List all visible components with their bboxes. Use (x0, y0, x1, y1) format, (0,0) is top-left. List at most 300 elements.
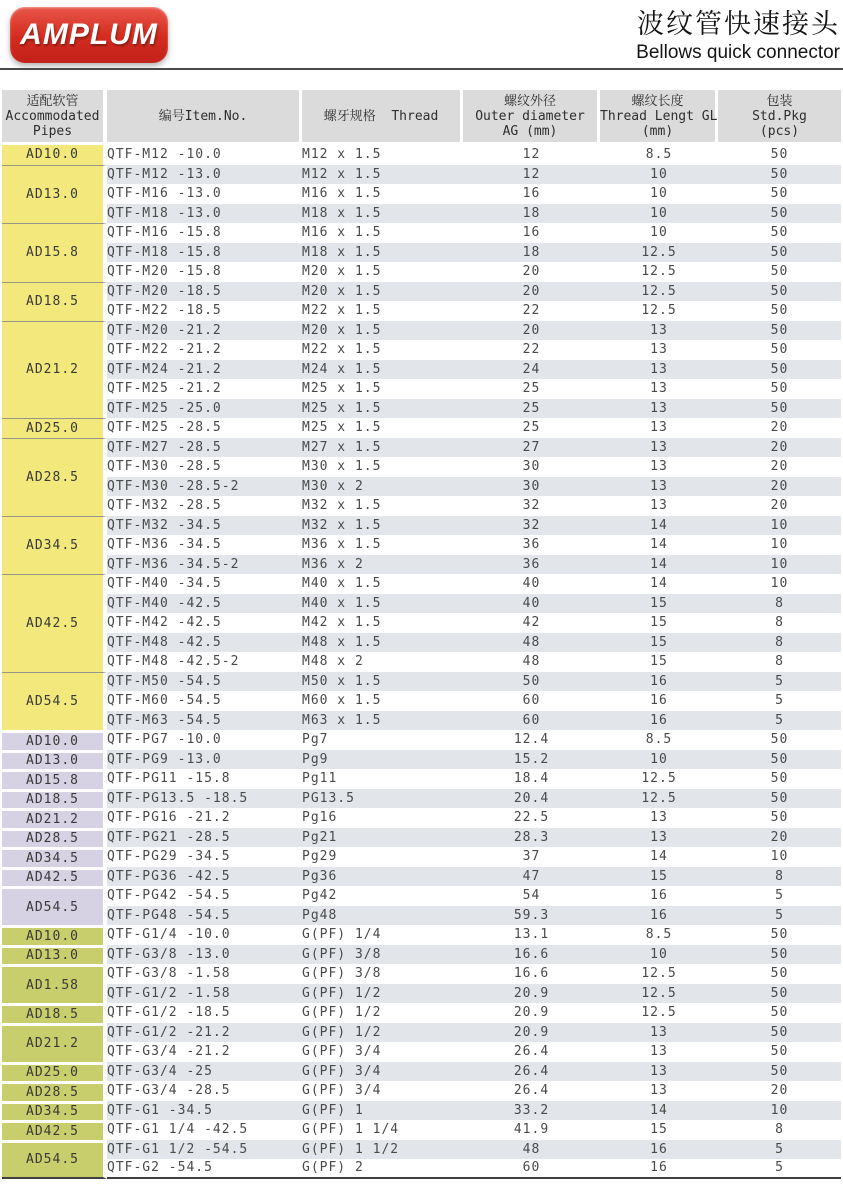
outer-diameter-cell: 60 (463, 1159, 600, 1179)
thread-cell: M40 x 1.5 (302, 576, 382, 592)
item-no-cell: QTF-M50 -54.5 (107, 673, 222, 689)
product-row (2, 672, 841, 692)
outer-diameter-cell: 20 (522, 283, 541, 299)
thread-cell: M22 x 1.5 (302, 342, 382, 358)
outer-diameter-cell: 41.9 (513, 1122, 550, 1138)
pipe-size-cell: AD10.0 (2, 925, 107, 945)
package-cell: 10 (770, 1102, 789, 1118)
product-row (2, 867, 841, 887)
item-no-cell: QTF-G1 1/2 -54.5 (107, 1141, 249, 1157)
thread-length-cell: 13 (650, 1024, 668, 1040)
pipe-size-cell: AD54.5 (2, 672, 107, 731)
product-row (2, 165, 841, 185)
product-row (2, 906, 841, 926)
thread-length-cell: 15 (650, 634, 668, 650)
thread-length-cell: 14 (650, 576, 668, 592)
package-cell: 50 (770, 342, 789, 358)
package-cell: 50 (770, 244, 789, 260)
col-header-outer-diameter: 螺纹外径 Outer diameter AG (mm) (463, 90, 600, 145)
item-no-cell: QTF-G3/8 -1.58 (107, 966, 231, 982)
item-no-cell: QTF-PG13.5 -18.5 (107, 790, 249, 806)
product-row (2, 730, 841, 750)
package-cell: 20 (770, 439, 789, 455)
product-row (2, 1159, 841, 1179)
package-cell: 5 (775, 673, 784, 689)
outer-diameter-cell: 20.9 (513, 1005, 550, 1021)
outer-diameter-cell: 16.6 (513, 946, 550, 962)
package-cell: 10 (770, 849, 789, 865)
pipe-size-cell: AD28.5 (2, 828, 107, 848)
thread-length-cell: 8.5 (645, 927, 673, 943)
item-no-cell: QTF-M24 -21.2 (107, 361, 222, 377)
thread-cell: G(PF) 2 (302, 1159, 463, 1179)
thread-length-cell: 12.5 (641, 264, 677, 280)
thread-cell: PG13.5 (302, 790, 355, 806)
thread-cell: M20 x 1.5 (302, 322, 382, 338)
thread-length-cell: 13 (650, 342, 668, 358)
thread-length-cell: 13 (650, 322, 668, 338)
thread-length-cell: 10 (650, 186, 668, 202)
outer-diameter-cell: 16.6 (513, 966, 550, 982)
package-cell: 50 (770, 225, 789, 241)
outer-diameter-cell: 20.4 (513, 790, 550, 806)
thread-cell: G(PF) 3/4 (302, 1044, 382, 1060)
package-cell: 50 (770, 771, 789, 787)
product-row (2, 750, 841, 770)
package-cell: 10 (770, 576, 789, 592)
thread-length-cell: 16 (650, 1141, 668, 1157)
logo-text: AMPLUM (20, 18, 158, 51)
product-row (2, 984, 841, 1004)
item-no-cell: QTF-M18 -13.0 (107, 205, 222, 221)
thread-cell: M20 x 1.5 (302, 283, 382, 299)
thread-cell: M30 x 2 (302, 478, 364, 494)
outer-diameter-cell: 30 (522, 459, 541, 475)
thread-length-cell: 14 (650, 517, 668, 533)
product-row (2, 360, 841, 380)
thread-length-cell: 13 (650, 478, 668, 494)
outer-diameter-cell: 60 (522, 693, 541, 709)
thread-length-cell: 13 (650, 439, 668, 455)
thread-cell: M16 x 1.5 (302, 186, 382, 202)
outer-diameter-cell: 32 (522, 517, 541, 533)
thread-cell: M60 x 1.5 (302, 693, 382, 709)
product-row (2, 340, 841, 360)
item-no-cell: QTF-M40 -42.5 (107, 595, 222, 611)
package-cell: 50 (770, 303, 789, 319)
product-row (2, 633, 841, 653)
thread-length-cell: 12.5 (641, 244, 677, 260)
outer-diameter-cell: 13.1 (513, 927, 550, 943)
thread-cell: M32 x 1.5 (302, 517, 382, 533)
pipe-size-cell: AD13.0 (2, 945, 107, 965)
product-row (2, 613, 841, 633)
item-no-cell: QTF-M16 -13.0 (107, 186, 222, 202)
item-no-cell: QTF-PG9 -13.0 (107, 751, 222, 767)
product-row (2, 243, 841, 263)
item-no-cell: QTF-M30 -28.5-2 (107, 478, 240, 494)
product-row (2, 1120, 841, 1140)
thread-cell: G(PF) 3/4 (302, 1063, 382, 1079)
item-no-cell: QTF-M22 -18.5 (107, 303, 222, 319)
package-cell: 20 (770, 459, 789, 475)
outer-diameter-cell: 24 (522, 361, 541, 377)
package-cell: 50 (770, 381, 789, 397)
product-row (2, 321, 841, 341)
package-cell: 50 (770, 732, 789, 748)
outer-diameter-cell: 36 (522, 537, 541, 553)
item-no-cell: QTF-M20 -15.8 (107, 264, 222, 280)
thread-length-cell: 13 (650, 810, 668, 826)
thread-length-cell: 16 (600, 1159, 718, 1179)
product-row (2, 769, 841, 789)
package-cell: 50 (770, 946, 789, 962)
thread-cell: G(PF) 1 1/4 (302, 1122, 400, 1138)
pipe-size-cell: AD34.5 (2, 1101, 107, 1121)
item-no-cell: QTF-M25 -28.5 (107, 420, 222, 436)
thread-cell: Pg16 (302, 810, 338, 826)
outer-diameter-cell: 22.5 (513, 810, 550, 826)
item-no-cell: QTF-PG7 -10.0 (107, 732, 222, 748)
product-row (2, 516, 841, 536)
item-no-cell: QTF-G1/4 -10.0 (107, 927, 231, 943)
package-cell: 50 (770, 966, 789, 982)
thread-cell: G(PF) 1/2 (302, 1024, 382, 1040)
package-cell: 50 (770, 810, 789, 826)
pipe-size-cell: AD18.5 (2, 789, 107, 809)
thread-cell: G(PF) 1 1/2 (302, 1141, 400, 1157)
outer-diameter-cell: 33.2 (513, 1102, 550, 1118)
thread-cell: M18 x 1.5 (302, 244, 382, 260)
package-cell: 50 (770, 283, 789, 299)
package-cell: 50 (770, 264, 789, 280)
outer-diameter-cell: 16 (522, 225, 541, 241)
outer-diameter-cell: 42 (522, 615, 541, 631)
pipe-size-cell: AD10.0 (2, 145, 107, 165)
col-header-package: 包装 Std.Pkg (pcs) (718, 90, 841, 145)
table-body (2, 145, 841, 1179)
item-no-cell: QTF-M25 -21.2 (107, 381, 222, 397)
outer-diameter-cell: 32 (522, 498, 541, 514)
item-no-cell: QTF-M48 -42.5-2 (107, 654, 240, 670)
package-cell: 50 (770, 790, 789, 806)
item-no-cell: QTF-PG16 -21.2 (107, 810, 231, 826)
item-no-cell: QTF-M40 -34.5 (107, 576, 222, 592)
outer-diameter-cell: 54 (522, 888, 541, 904)
product-row (2, 418, 841, 438)
package-cell: 50 (770, 1024, 789, 1040)
product-row (2, 477, 841, 497)
thread-cell: Pg9 (302, 751, 329, 767)
product-row (2, 496, 841, 516)
product-row (2, 847, 841, 867)
col-header-pipes: 适配软管 Accommodated Pipes (2, 90, 107, 145)
item-no-cell: QTF-G1/2 -1.58 (107, 985, 231, 1001)
thread-cell: G(PF) 1/4 (302, 927, 382, 943)
package-cell: 50 (770, 322, 789, 338)
thread-cell: M48 x 2 (302, 654, 364, 670)
thread-length-cell: 10 (650, 225, 668, 241)
package-cell: 50 (770, 1005, 789, 1021)
product-row (2, 1042, 841, 1062)
item-no-cell: QTF-M60 -54.5 (107, 693, 222, 709)
outer-diameter-cell: 12.4 (513, 732, 550, 748)
package-cell: 5 (718, 1159, 841, 1179)
pipe-size-cell: AD28.5 (2, 438, 107, 516)
thread-length-cell: 13 (650, 400, 668, 416)
thread-length-cell: 13 (650, 1063, 668, 1079)
item-no-cell: QTF-PG36 -42.5 (107, 868, 231, 884)
pipe-size-cell: AD42.5 (2, 1120, 107, 1140)
product-table (2, 90, 841, 1179)
pipe-size-cell: AD25.0 (2, 1062, 107, 1082)
item-no-cell: QTF-PG21 -28.5 (107, 829, 231, 845)
header-divider (0, 68, 843, 70)
outer-diameter-cell: 18.4 (513, 771, 550, 787)
package-cell: 50 (770, 147, 789, 163)
item-no-cell: QTF-PG42 -54.5 (107, 888, 231, 904)
thread-cell: M36 x 2 (302, 556, 364, 572)
outer-diameter-cell: 48 (522, 1141, 541, 1157)
item-no-cell: QTF-G3/8 -13.0 (107, 946, 231, 962)
package-cell: 20 (770, 1083, 789, 1099)
thread-length-cell: 13 (650, 498, 668, 514)
thread-length-cell: 13 (650, 1083, 668, 1099)
pipe-size-cell: AD18.5 (2, 1003, 107, 1023)
outer-diameter-cell: 15.2 (513, 751, 550, 767)
product-row (2, 574, 841, 594)
pipe-size-cell: AD21.2 (2, 1023, 107, 1062)
thread-cell: M63 x 1.5 (302, 712, 382, 728)
product-row (2, 886, 841, 906)
thread-cell: Pg29 (302, 849, 338, 865)
product-row (2, 301, 841, 321)
package-cell: 50 (770, 751, 789, 767)
table-header-row (2, 90, 841, 145)
outer-diameter-cell: 27 (522, 439, 541, 455)
outer-diameter-cell: 26.4 (513, 1083, 550, 1099)
thread-cell: M12 x 1.5 (302, 166, 382, 182)
pipe-size-cell: AD15.8 (2, 769, 107, 789)
thread-length-cell: 15 (650, 868, 668, 884)
item-no-cell: QTF-G1/2 -21.2 (107, 1024, 231, 1040)
package-cell: 8 (775, 595, 784, 611)
package-cell: 20 (770, 498, 789, 514)
product-row (2, 145, 841, 165)
product-row (2, 262, 841, 282)
product-row (2, 535, 841, 555)
outer-diameter-cell: 26.4 (513, 1063, 550, 1079)
item-no-cell: QTF-M20 -21.2 (107, 322, 222, 338)
thread-length-cell: 10 (650, 205, 668, 221)
item-no-cell: QTF-M18 -15.8 (107, 244, 222, 260)
outer-diameter-cell: 40 (522, 595, 541, 611)
pipe-size-cell: AD54.5 (2, 1140, 107, 1179)
product-row (2, 711, 841, 731)
item-no-cell: QTF-G1 1/4 -42.5 (107, 1122, 249, 1138)
thread-length-cell: 16 (650, 888, 668, 904)
thread-length-cell: 14 (650, 537, 668, 553)
product-row (2, 1003, 841, 1023)
package-cell: 50 (770, 361, 789, 377)
outer-diameter-cell: 48 (522, 654, 541, 670)
page-title-block (636, 9, 840, 64)
product-row (2, 808, 841, 828)
pipe-size-cell: AD54.5 (2, 886, 107, 925)
thread-length-cell: 12.5 (641, 966, 677, 982)
product-row (2, 925, 841, 945)
package-cell: 8 (775, 654, 784, 670)
thread-length-cell: 16 (650, 907, 668, 923)
amplum-logo (10, 7, 168, 63)
outer-diameter-cell: 20 (522, 264, 541, 280)
thread-cell: M25 x 1.5 (302, 381, 382, 397)
package-cell: 5 (775, 693, 784, 709)
outer-diameter-cell: 48 (522, 634, 541, 650)
package-cell: 50 (770, 1063, 789, 1079)
thread-cell: M22 x 1.5 (302, 303, 382, 319)
thread-length-cell: 12.5 (641, 790, 677, 806)
item-no-cell: QTF-G2 -54.5 (107, 1159, 302, 1179)
thread-cell: G(PF) 3/8 (302, 966, 382, 982)
item-no-cell: QTF-M16 -15.8 (107, 225, 222, 241)
product-row (2, 399, 841, 419)
thread-length-cell: 14 (650, 556, 668, 572)
thread-length-cell: 12.5 (641, 985, 677, 1001)
product-row (2, 555, 841, 575)
product-row (2, 379, 841, 399)
product-row (2, 789, 841, 809)
item-no-cell: QTF-M63 -54.5 (107, 712, 222, 728)
thread-cell: Pg48 (302, 907, 338, 923)
thread-length-cell: 14 (650, 849, 668, 865)
pipe-size-cell: AD13.0 (2, 750, 107, 770)
item-no-cell: QTF-M25 -25.0 (107, 400, 222, 416)
thread-cell: M50 x 1.5 (302, 673, 382, 689)
thread-length-cell: 16 (650, 693, 668, 709)
thread-length-cell: 10 (650, 166, 668, 182)
col-header-thread-length: 螺纹长度 Thread Lengt GL (mm) (600, 90, 718, 145)
package-cell: 20 (770, 420, 789, 436)
package-cell: 20 (770, 478, 789, 494)
outer-diameter-cell: 20.9 (513, 1024, 550, 1040)
outer-diameter-cell: 22 (522, 342, 541, 358)
thread-cell: M24 x 1.5 (302, 361, 382, 377)
pipe-size-cell: AD42.5 (2, 574, 107, 672)
item-no-cell: QTF-G1/2 -18.5 (107, 1005, 231, 1021)
thread-length-cell: 16 (650, 673, 668, 689)
outer-diameter-cell: 36 (522, 556, 541, 572)
thread-length-cell: 13 (650, 459, 668, 475)
product-row (2, 1081, 841, 1101)
item-no-cell: QTF-G3/4 -28.5 (107, 1083, 231, 1099)
item-no-cell: QTF-M20 -18.5 (107, 283, 222, 299)
product-row (2, 1023, 841, 1043)
item-no-cell: QTF-G1 -34.5 (107, 1102, 213, 1118)
thread-length-cell: 10 (650, 751, 668, 767)
package-cell: 20 (770, 829, 789, 845)
package-cell: 8 (775, 634, 784, 650)
thread-length-cell: 12.5 (641, 303, 677, 319)
thread-cell: M18 x 1.5 (302, 205, 382, 221)
outer-diameter-cell: 40 (522, 576, 541, 592)
item-no-cell: QTF-PG11 -15.8 (107, 771, 231, 787)
thread-cell: Pg11 (302, 771, 338, 787)
thread-cell: M42 x 1.5 (302, 615, 382, 631)
col-header-item-no: 编号Item.No. (107, 90, 302, 145)
thread-length-cell: 10 (650, 946, 668, 962)
product-row (2, 457, 841, 477)
pipe-size-cell: AD25.0 (2, 418, 107, 438)
package-cell: 50 (770, 1044, 789, 1060)
thread-cell: Pg21 (302, 829, 338, 845)
thread-length-cell: 12.5 (641, 771, 677, 787)
package-cell: 10 (770, 517, 789, 533)
outer-diameter-cell: 47 (522, 868, 541, 884)
page-title-zh: 波纹管快速接头 (637, 9, 840, 39)
outer-diameter-cell: 25 (522, 381, 541, 397)
thread-cell: G(PF) 3/4 (302, 1083, 382, 1099)
item-no-cell: QTF-PG48 -54.5 (107, 907, 231, 923)
thread-length-cell: 15 (650, 595, 668, 611)
thread-length-cell: 13 (650, 829, 668, 845)
outer-diameter-cell: 20 (522, 322, 541, 338)
col-header-thread: 螺牙规格 Thread (302, 90, 463, 145)
thread-length-cell: 15 (650, 1122, 668, 1138)
outer-diameter-cell: 20.9 (513, 985, 550, 1001)
outer-diameter-cell: 30 (522, 478, 541, 494)
item-no-cell: QTF-M32 -34.5 (107, 517, 222, 533)
package-cell: 8 (775, 615, 784, 631)
item-no-cell: QTF-M32 -28.5 (107, 498, 222, 514)
thread-length-cell: 12.5 (641, 283, 677, 299)
product-row (2, 828, 841, 848)
item-no-cell: QTF-M27 -28.5 (107, 439, 222, 455)
package-cell: 50 (770, 927, 789, 943)
item-no-cell: QTF-M48 -42.5 (107, 634, 222, 650)
product-row (2, 652, 841, 672)
thread-cell: G(PF) 1/2 (302, 1005, 382, 1021)
outer-diameter-cell: 25 (522, 420, 541, 436)
thread-length-cell: 13 (650, 420, 668, 436)
item-no-cell: QTF-M12 -13.0 (107, 166, 222, 182)
pipe-size-cell: AD21.2 (2, 321, 107, 419)
thread-cell: G(PF) 1 (302, 1102, 364, 1118)
thread-cell: M32 x 1.5 (302, 498, 382, 514)
thread-cell: M16 x 1.5 (302, 225, 382, 241)
thread-cell: Pg36 (302, 868, 338, 884)
outer-diameter-cell: 22 (522, 303, 541, 319)
item-no-cell: QTF-M30 -28.5 (107, 459, 222, 475)
product-row (2, 945, 841, 965)
thread-length-cell: 16 (650, 712, 668, 728)
thread-length-cell: 15 (650, 654, 668, 670)
item-no-cell: QTF-G3/4 -21.2 (107, 1044, 231, 1060)
thread-length-cell: 13 (650, 361, 668, 377)
item-no-cell: QTF-M36 -34.5 (107, 537, 222, 553)
pipe-size-cell: AD13.0 (2, 165, 107, 224)
thread-cell: M12 x 1.5 (302, 147, 382, 163)
package-cell: 5 (775, 1141, 784, 1157)
thread-cell: Pg7 (302, 732, 329, 748)
product-row (2, 1140, 841, 1160)
outer-diameter-cell: 60 (522, 712, 541, 728)
package-cell: 50 (770, 166, 789, 182)
package-cell: 8 (775, 1122, 784, 1138)
outer-diameter-cell: 16 (522, 186, 541, 202)
pipe-size-cell: AD21.2 (2, 808, 107, 828)
item-no-cell: QTF-PG29 -34.5 (107, 849, 231, 865)
